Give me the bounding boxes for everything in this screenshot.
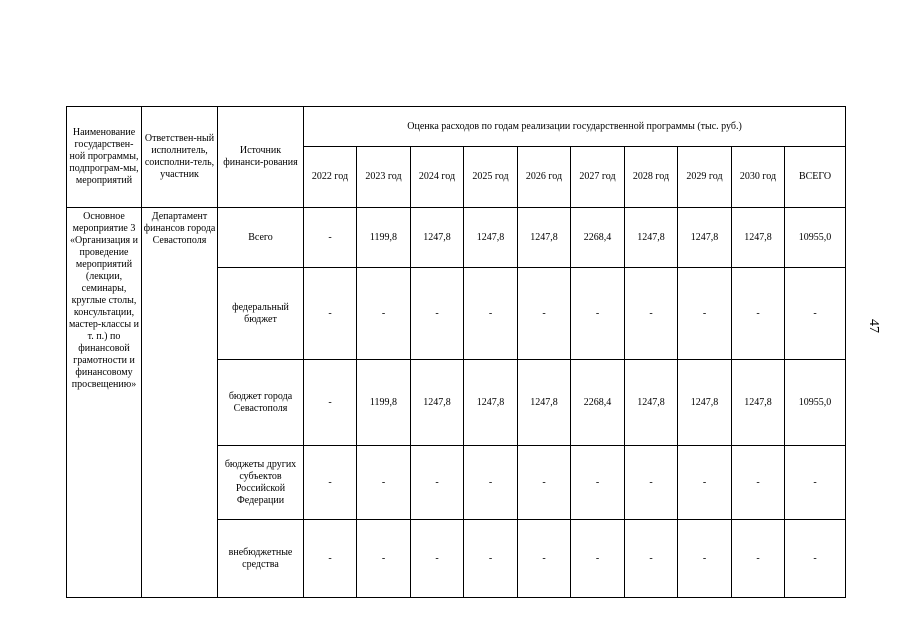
header-estimate-caption: Оценка расходов по годам реализации государственной программы (тыс. руб.): [304, 107, 846, 147]
funding-source-cell: Всего: [218, 208, 304, 268]
header-program-name: Наименование государствен-ной программы, подпрограм-мы, мероприятий: [67, 107, 142, 208]
value-cell: -: [464, 520, 518, 598]
value-cell: -: [732, 446, 785, 520]
header-year: 2028 год: [625, 147, 678, 208]
header-year: 2026 год: [518, 147, 571, 208]
page-number: 47: [866, 319, 881, 333]
value-cell: -: [411, 446, 464, 520]
value-cell: 1247,8: [678, 208, 732, 268]
value-cell: 1247,8: [678, 360, 732, 446]
value-cell: -: [518, 268, 571, 360]
value-cell: -: [518, 446, 571, 520]
value-cell: -: [304, 446, 357, 520]
value-cell: -: [732, 520, 785, 598]
budget-table-container: [66, 106, 845, 598]
value-cell: -: [357, 446, 411, 520]
value-cell: 1199,8: [357, 208, 411, 268]
value-cell: -: [678, 268, 732, 360]
value-cell: -: [411, 268, 464, 360]
value-cell: 1247,8: [518, 208, 571, 268]
value-cell: -: [625, 446, 678, 520]
value-cell: -: [304, 520, 357, 598]
header-year: 2030 год: [732, 147, 785, 208]
value-cell: -: [571, 520, 625, 598]
header-total: ВСЕГО: [785, 147, 846, 208]
value-cell: 1247,8: [625, 360, 678, 446]
header-year: 2024 год: [411, 147, 464, 208]
header-year: 2027 год: [571, 147, 625, 208]
value-cell: 1247,8: [411, 360, 464, 446]
event-name-cell: Основное мероприятие 3 «Организация и проведение мероприятий (лекции, семинары, круглые столы, консультации, мастер-классы и т. п.) по финансовой грамотности и финансовому просвещению»: [67, 208, 142, 598]
value-cell: 1247,8: [464, 208, 518, 268]
value-cell: -: [304, 360, 357, 446]
header-executor: Ответствен-ный исполнитель, соисполни-тель, участник: [142, 107, 218, 208]
value-cell: 1247,8: [732, 360, 785, 446]
value-cell: -: [571, 268, 625, 360]
total-cell: -: [785, 446, 846, 520]
value-cell: -: [678, 520, 732, 598]
value-cell: -: [518, 520, 571, 598]
table-row: [67, 208, 846, 268]
value-cell: 1247,8: [411, 208, 464, 268]
header-year: 2023 год: [357, 147, 411, 208]
funding-source-cell: бюджет города Севастополя: [218, 360, 304, 446]
header-year: 2029 год: [678, 147, 732, 208]
value-cell: -: [571, 446, 625, 520]
total-cell: -: [785, 520, 846, 598]
value-cell: -: [304, 208, 357, 268]
total-cell: 10955,0: [785, 208, 846, 268]
value-cell: 1247,8: [732, 208, 785, 268]
value-cell: -: [411, 520, 464, 598]
funding-source-cell: федеральный бюджет: [218, 268, 304, 360]
value-cell: 1247,8: [464, 360, 518, 446]
value-cell: -: [304, 268, 357, 360]
total-cell: -: [785, 268, 846, 360]
value-cell: 1247,8: [518, 360, 571, 446]
header-year: 2025 год: [464, 147, 518, 208]
executor-cell: Департамент финансов города Севастополя: [142, 208, 218, 598]
header-year: 2022 год: [304, 147, 357, 208]
value-cell: -: [625, 268, 678, 360]
value-cell: -: [464, 268, 518, 360]
value-cell: -: [678, 446, 732, 520]
total-cell: 10955,0: [785, 360, 846, 446]
header-funding-source: Источник финанси-рования: [218, 107, 304, 208]
value-cell: -: [625, 520, 678, 598]
value-cell: -: [464, 446, 518, 520]
value-cell: -: [357, 520, 411, 598]
value-cell: 2268,4: [571, 208, 625, 268]
value-cell: 1247,8: [625, 208, 678, 268]
value-cell: 1199,8: [357, 360, 411, 446]
value-cell: -: [357, 268, 411, 360]
funding-source-cell: внебюджетные средства: [218, 520, 304, 598]
value-cell: 2268,4: [571, 360, 625, 446]
funding-source-cell: бюджеты других субъектов Российской Федерации: [218, 446, 304, 520]
value-cell: -: [732, 268, 785, 360]
budget-table: [66, 106, 846, 598]
